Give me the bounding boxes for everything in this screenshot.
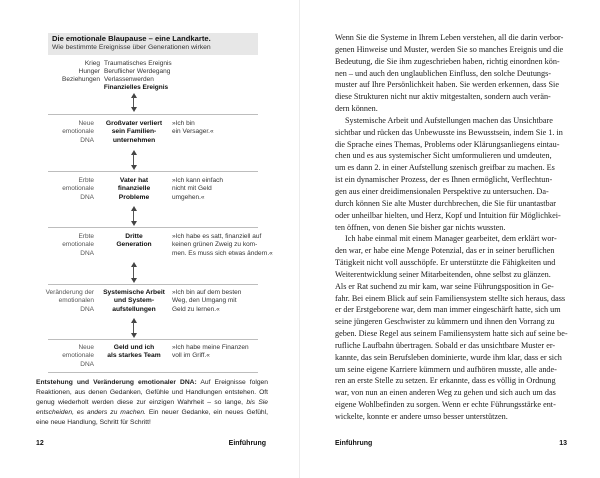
caption-text: Ein neuer Gedanke, ein neues Gefühl, eine neue Handlung, Schritt für Schritt! — [36, 409, 268, 426]
text-line: Weiterentwicklung seiner Mitarbeitenden, ohne selbst zu glänzen. — [335, 269, 551, 279]
caption-emphasis: bis Sie entscheiden, es anders zu machen. — [36, 399, 269, 416]
event-item: Beziehungen — [62, 76, 100, 83]
text-line: muster auf Ihre Persönlichkeit haben. Sie werden erkennen, dass Sie — [335, 80, 559, 90]
text-line: ten öffnen, von denen Sie bisher gar nichts wussten. — [335, 222, 506, 232]
text-line: genen Hinweise und Muster, werden Sie so manches Ereignis und die — [335, 44, 564, 54]
text-line: wickelte, konnte er andere umso besser unterstützen. — [335, 412, 508, 421]
row-left-label: Neue emotionale DNA — [62, 344, 94, 368]
page-number: 12 — [36, 440, 44, 447]
caption-text: Auf Ereignisse folgen Reaktionen, aus denen Gedanken, Gefühle und Handlungen entstehen. Oft genug wiederholt werden diese zur einzigen Wahrheit – so lange, — [36, 379, 268, 406]
row-left-label: Neue emotionale DNA — [62, 120, 94, 144]
divider — [48, 339, 258, 340]
event-item: Hunger — [78, 68, 100, 75]
event-item: Verlassenwerden — [104, 76, 154, 83]
caption-lead: Entstehung und Veränderung emotionaler DNA: — [36, 379, 197, 386]
row-left-label: Erbte emotionale DNA — [62, 233, 94, 257]
text-line: Bedeutung, die Sie ihm zugeschrieben haben, richtig einordnen kön- — [335, 56, 560, 66]
figure-subtitle: Wie bestimmte Ereignisse über Generationen wirken — [52, 44, 211, 51]
text-line: Wenn Sie die Systeme in Ihrem Leben verstehen, all die darin verbor- — [335, 33, 564, 42]
row-belief: »Ich habe meine Finanzen voll im Griff.« — [172, 344, 249, 360]
text-line: die Sprache eines Themas, Problems oder Klärungsanliegens eintau- — [335, 139, 560, 149]
events-right — [104, 60, 214, 84]
text-line: ist ein dynamischer Prozess, der es Ihnen ermöglicht, Verflechtun- — [335, 175, 553, 185]
row-belief: »Ich habe es satt, finanziell auf keinen grünen Zweig zu kom- men. Es muss sich etwas ändern.« — [172, 233, 273, 257]
text-line: rufliche Laufbahn übertragen. Sobald er das unsichtbare Muster er- — [335, 340, 556, 350]
text-line: durch können Sie alte Muster durchbrechen, die Sie für unantastbar — [335, 198, 556, 208]
text-line: diese Strukturen nicht nur aktiv mitgestalten, sondern auch verän- — [335, 92, 551, 102]
running-head: Einführung — [228, 440, 266, 447]
text-line: chen und es aus systemischer Sicht umformulieren und umdeuten, — [335, 151, 552, 161]
event-financial: Finanzielles Ereignis — [103, 84, 169, 91]
row-belief: »Ich bin auf dem besten Weg, den Umgang mit Geld zu lernen.« — [172, 289, 242, 313]
right-page — [300, 0, 600, 478]
row-event: Großvater verliert sein Familien- unternehmen — [105, 120, 163, 144]
figure-title: Die emotionale Blaupause – eine Landkarte. — [52, 34, 211, 43]
arrow-down-icon — [131, 278, 137, 283]
text-line: um es dann 2. in einer Aufstellung szenisch greifbar zu machen. Es — [335, 163, 555, 173]
text-line: war, von nun an einen anderen Weg zu gehen und sich auch um das — [335, 388, 556, 398]
text-line: er der Erstgeborene war, dem man immer eingeschärft hatte, sich um — [335, 305, 561, 315]
divider — [48, 171, 258, 172]
text-line: sichtbar und rücken das Unbewusste ins Bewusstsein, indem Sie 1. in — [335, 127, 563, 137]
text-line: nen – und auch den unglaublichen Einfluss, den solche Deutungs- — [335, 68, 552, 78]
event-item: Traumatisches Ereignis — [104, 60, 172, 67]
divider — [48, 227, 258, 228]
body-text — [335, 32, 567, 423]
text-line: den war, er habe eine Menge Potenzial, das er in seiner beruflichen — [335, 246, 555, 256]
divider — [48, 372, 258, 373]
arrow-down-icon — [131, 333, 137, 338]
text-line: oder unheilbar hielten, und Herz, Kopf und Intuition für Möglichkei- — [335, 210, 561, 220]
text-line: Tätigkeit nicht voll ausschöpfe. Er unterstützte die Fähigkeiten und — [335, 258, 556, 268]
row-event: Dritte Generation — [116, 233, 152, 249]
arrow-down-icon — [131, 165, 137, 170]
event-item: Krieg — [84, 60, 100, 67]
events-left — [56, 60, 100, 84]
text-line: ren an erste Stelle zu setzen. Er erkannte, dass es völlig in Ordnung — [335, 376, 556, 386]
row-event: Geld und ich als starkes Team — [107, 344, 161, 360]
row-left-label: Erbte emotionale DNA — [62, 177, 94, 201]
text-line: Ich habe einmal mit einem Manager gearbeitet, dem erklärt wor- — [345, 234, 557, 244]
text-line: Als er Rat suchend zu mir kam, war seine Führungsposition in Ge- — [335, 281, 554, 291]
text-line: fahr. Bei einem Blick auf sein Familiensystem stellte sich heraus, dass — [335, 293, 566, 303]
row-belief: »Ich bin ein Versager.« — [172, 120, 214, 136]
text-line: seine jüngeren Geschwister zu kümmern und ihnen den Vorrang zu — [335, 317, 555, 327]
text-line: dern können. — [335, 104, 378, 114]
text-line: gen aus einer dreidimensionalen Perspektive zu untersuchen. Da- — [335, 186, 549, 196]
text-line: geben. Diese Regel aus seinem Familiensystem hatte sich auf seine be- — [335, 329, 568, 339]
row-event: Systemische Arbeit und System- aufstellungen — [103, 289, 165, 313]
row-event: Vater hat finanzielle Probleme — [117, 177, 151, 201]
running-head: Einführung — [335, 440, 373, 447]
page-number: 13 — [559, 440, 567, 447]
arrow-down-icon — [131, 107, 137, 112]
text-line: um seine eigene Karriere kümmern und aufhören musste, alle ande- — [335, 364, 557, 374]
text-line: Systemische Arbeit und Aufstellungen machen das Unsichtbare — [345, 115, 553, 125]
text-line: kannte, das sein Berufsleben dominierte, wurde ihm klar, dass er sich — [335, 352, 562, 362]
arrow-down-icon — [131, 221, 137, 226]
event-item: Beruflicher Werdegang — [104, 68, 171, 75]
divider — [48, 284, 258, 285]
row-belief: »Ich kann einfach nicht mit Geld umgehen.« — [172, 177, 223, 201]
figure-caption — [36, 378, 268, 428]
divider — [48, 114, 258, 115]
row-left-label: Veränderung der emotionalen DNA — [45, 289, 94, 313]
text-line: eigene Wohlbefinden zu sorgen. Wenn er echte Führungsstärke ent- — [335, 400, 556, 410]
